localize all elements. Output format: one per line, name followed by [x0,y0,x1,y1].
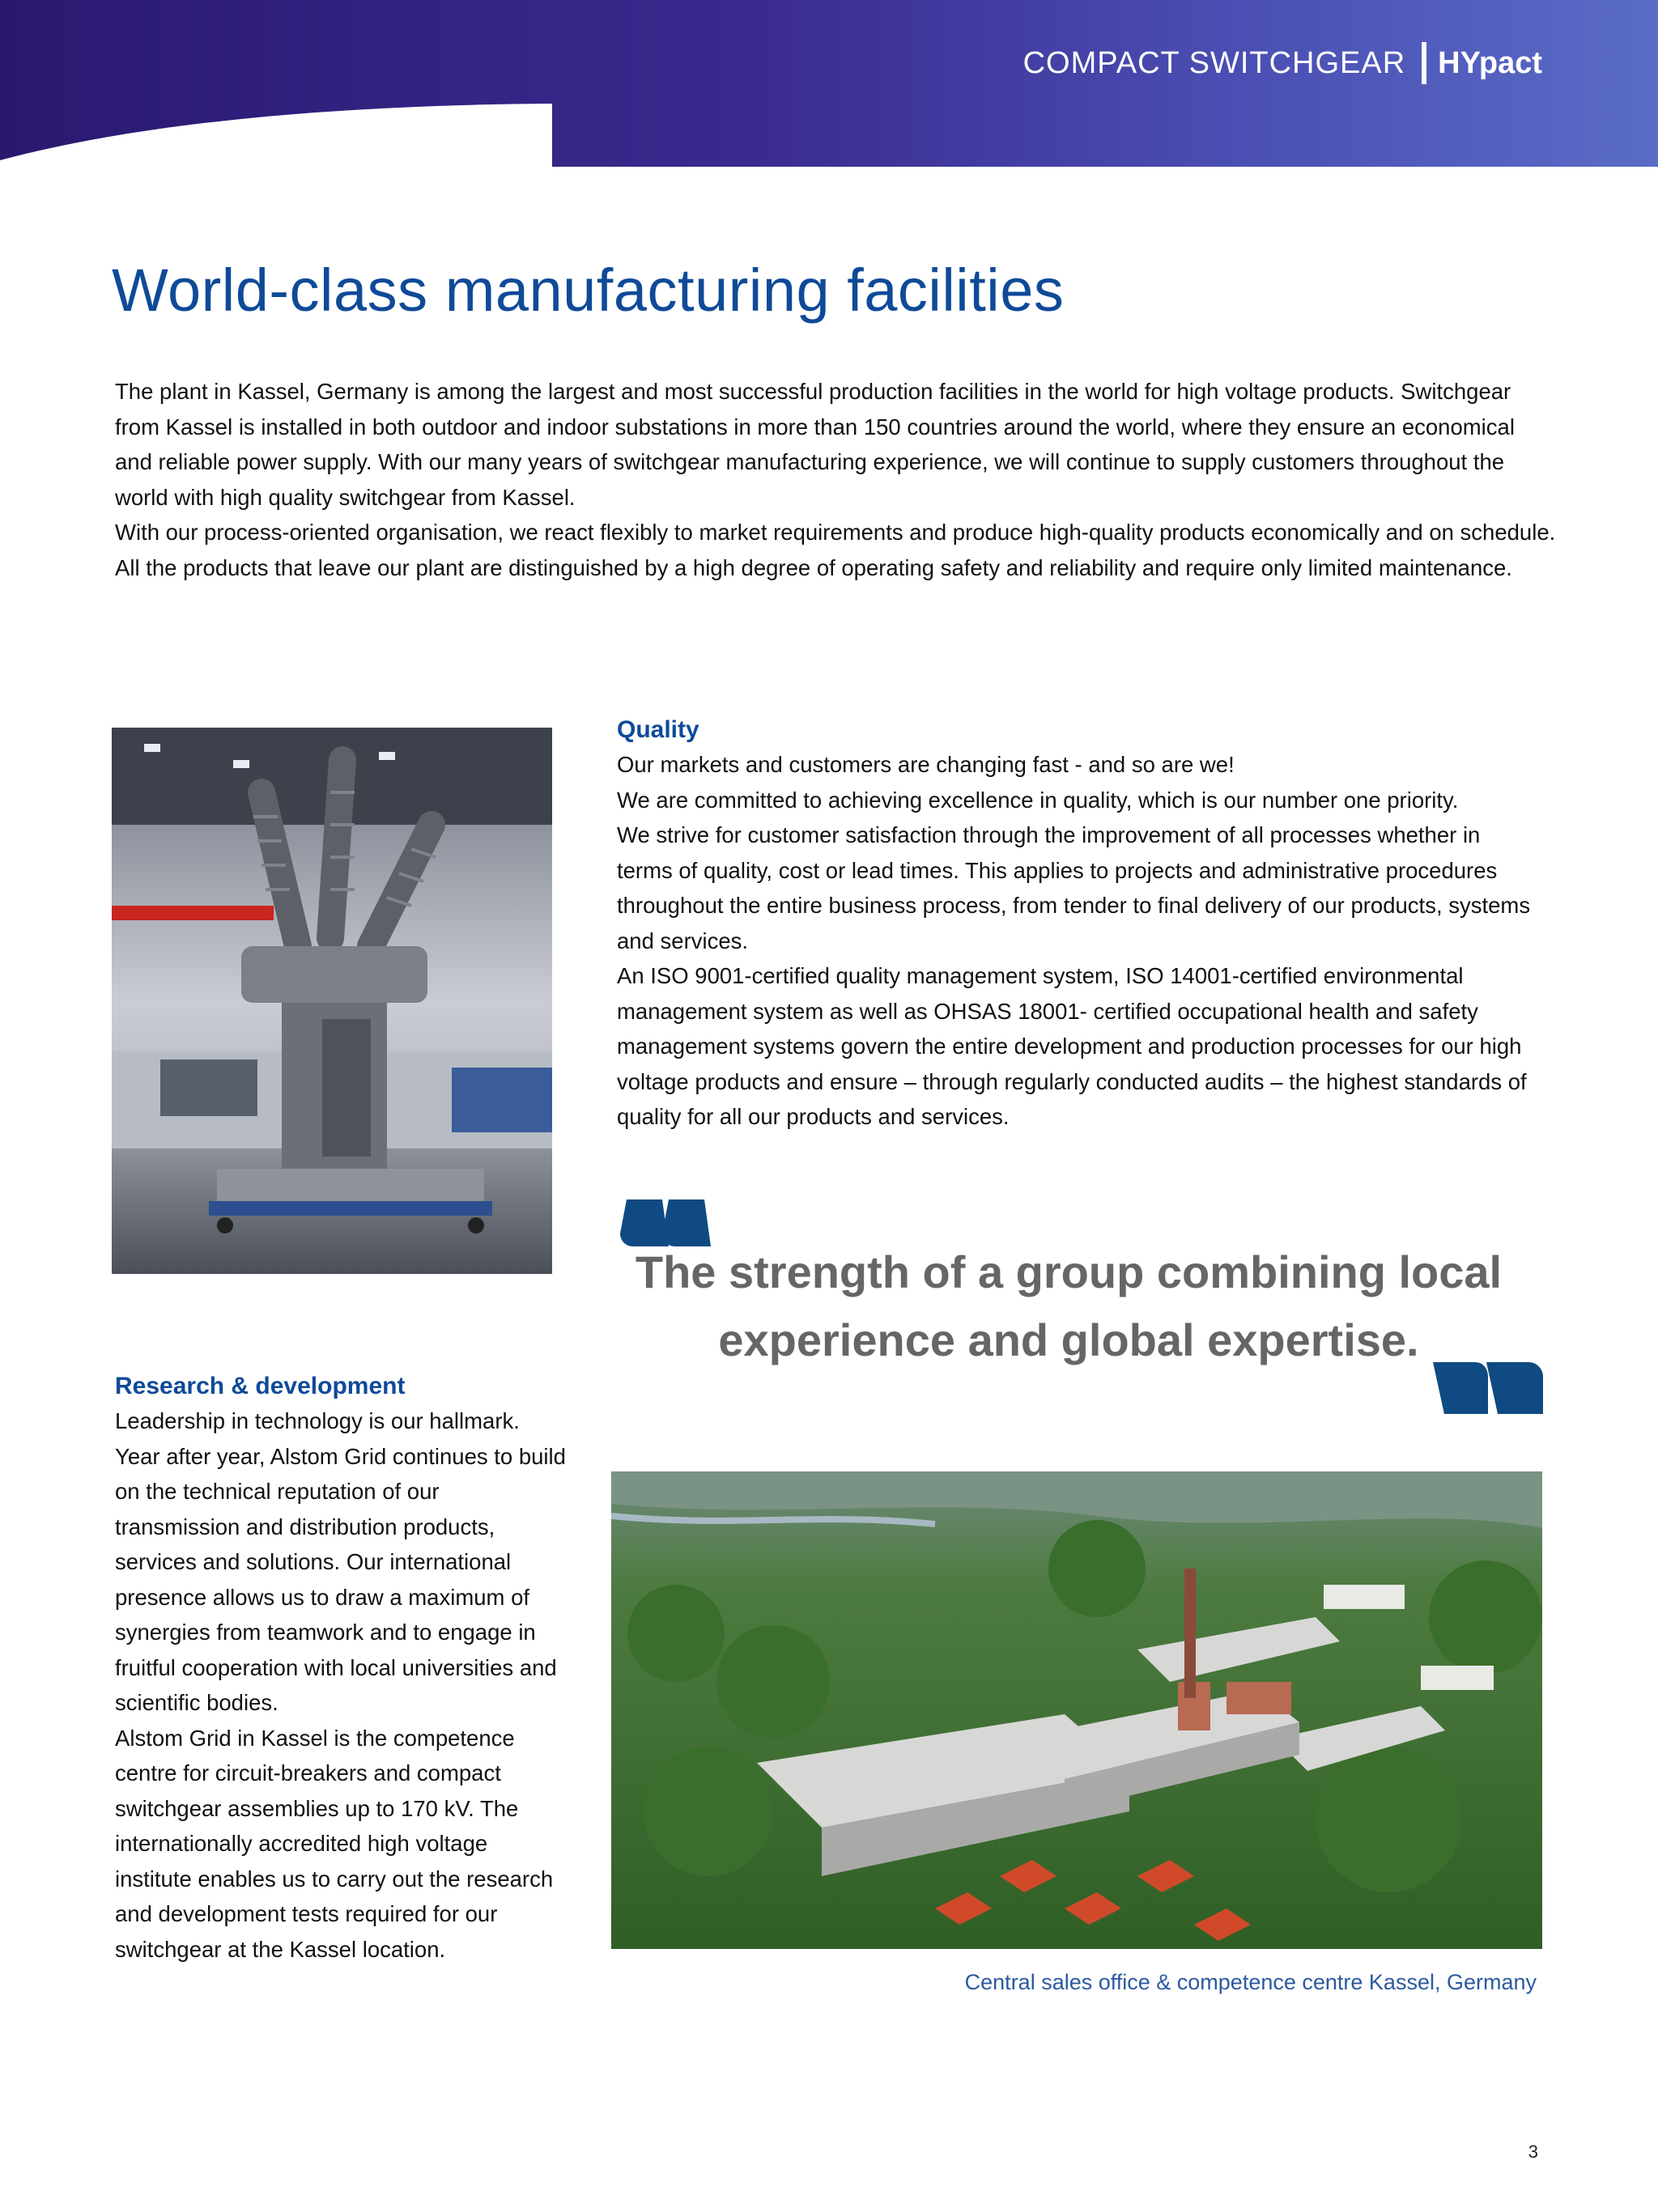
research-line-1: Leadership in technology is our hallmark. Year after year, Alstom Grid continues to build on the technical reputation of our transmission and distribution products, services and solutions. Our international presence allows us to draw a maximum of synergies from teamwork and to engage in fruitful cooperation with local universities and scientific bodies. [115,1408,566,1715]
header-separator [1422,42,1426,84]
intro-paragraph-2: With our process-oriented organisation, we react flexibly to market requirements and produce high-quality products economically and on schedule. All the products that leave our plant are distinguished by a high degree of operating safety and reliability and require only limited maintenance. [115,520,1556,580]
quality-line-2: We are committed to achieving excellence in quality, which is our number one priority. [617,787,1459,813]
quality-line-1: Our markets and customers are changing fast - and so are we! [617,752,1235,777]
quality-line-3: We strive for customer satisfaction through the improvement of all processes whether in terms of quality, cost or lead times. This applies to projects and administrative procedures throughout the entire business process, from tender to final delivery of our products, systems and services. [617,822,1531,953]
page-number: 3 [1528,2142,1538,2162]
aerial-illustration [611,1471,1542,1949]
switchgear-illustration [112,728,552,1274]
page-header [0,0,1658,167]
header-series: COMPACT SWITCHGEAR [1022,45,1406,80]
pull-quote-line-1: The strength of a group combining local [635,1246,1503,1297]
research-heading: Research & development [115,1373,406,1399]
header-product: HYpact [1438,45,1542,80]
research-line-2: Alstom Grid in Kassel is the competence centre for circuit-breakers and compact switchgear assemblies up to 170 kV. The internationally accredited high voltage institute enables us to carry out the research and development tests required for our switchgear at the Kassel location. [115,1725,554,1962]
switchgear-photo [112,728,552,1274]
pull-quote-line-2: experience and global expertise. [718,1314,1419,1365]
intro-paragraph-1: The plant in Kassel, Germany is among the largest and most successful production facilities in the world for high voltage products. Switchgear from Kassel is installed in both outdoor and indoor substations in more than 150 countries around the world, where they ensure an economical and reliable power supply. With our many years of switchgear manufacturing experience, we will continue to supply customers throughout the world with high quality switchgear from Kassel. [115,379,1515,510]
page-title: World-class manufacturing facilities [112,257,1065,324]
research-section [115,1373,568,1967]
quote-close-icon [1433,1362,1543,1414]
aerial-photo [611,1471,1542,1949]
quality-heading: Quality [617,716,699,743]
quality-section [617,716,1540,1135]
photo-caption: Central sales office & competence centre Kassel, Germany [964,1970,1537,1994]
intro-text [115,374,1556,585]
quality-line-4: An ISO 9001-certified quality management system, ISO 14001-certified environmental management system as well as OHSAS 18001- certified occupational health and safety management systems govern the entire development and production processes for our high voltage products and ensure – through regularly conducted audits – the highest standards of quality for all our products and services. [617,963,1527,1129]
header-brand [1023,42,1542,84]
pull-quote [631,1238,1506,1374]
